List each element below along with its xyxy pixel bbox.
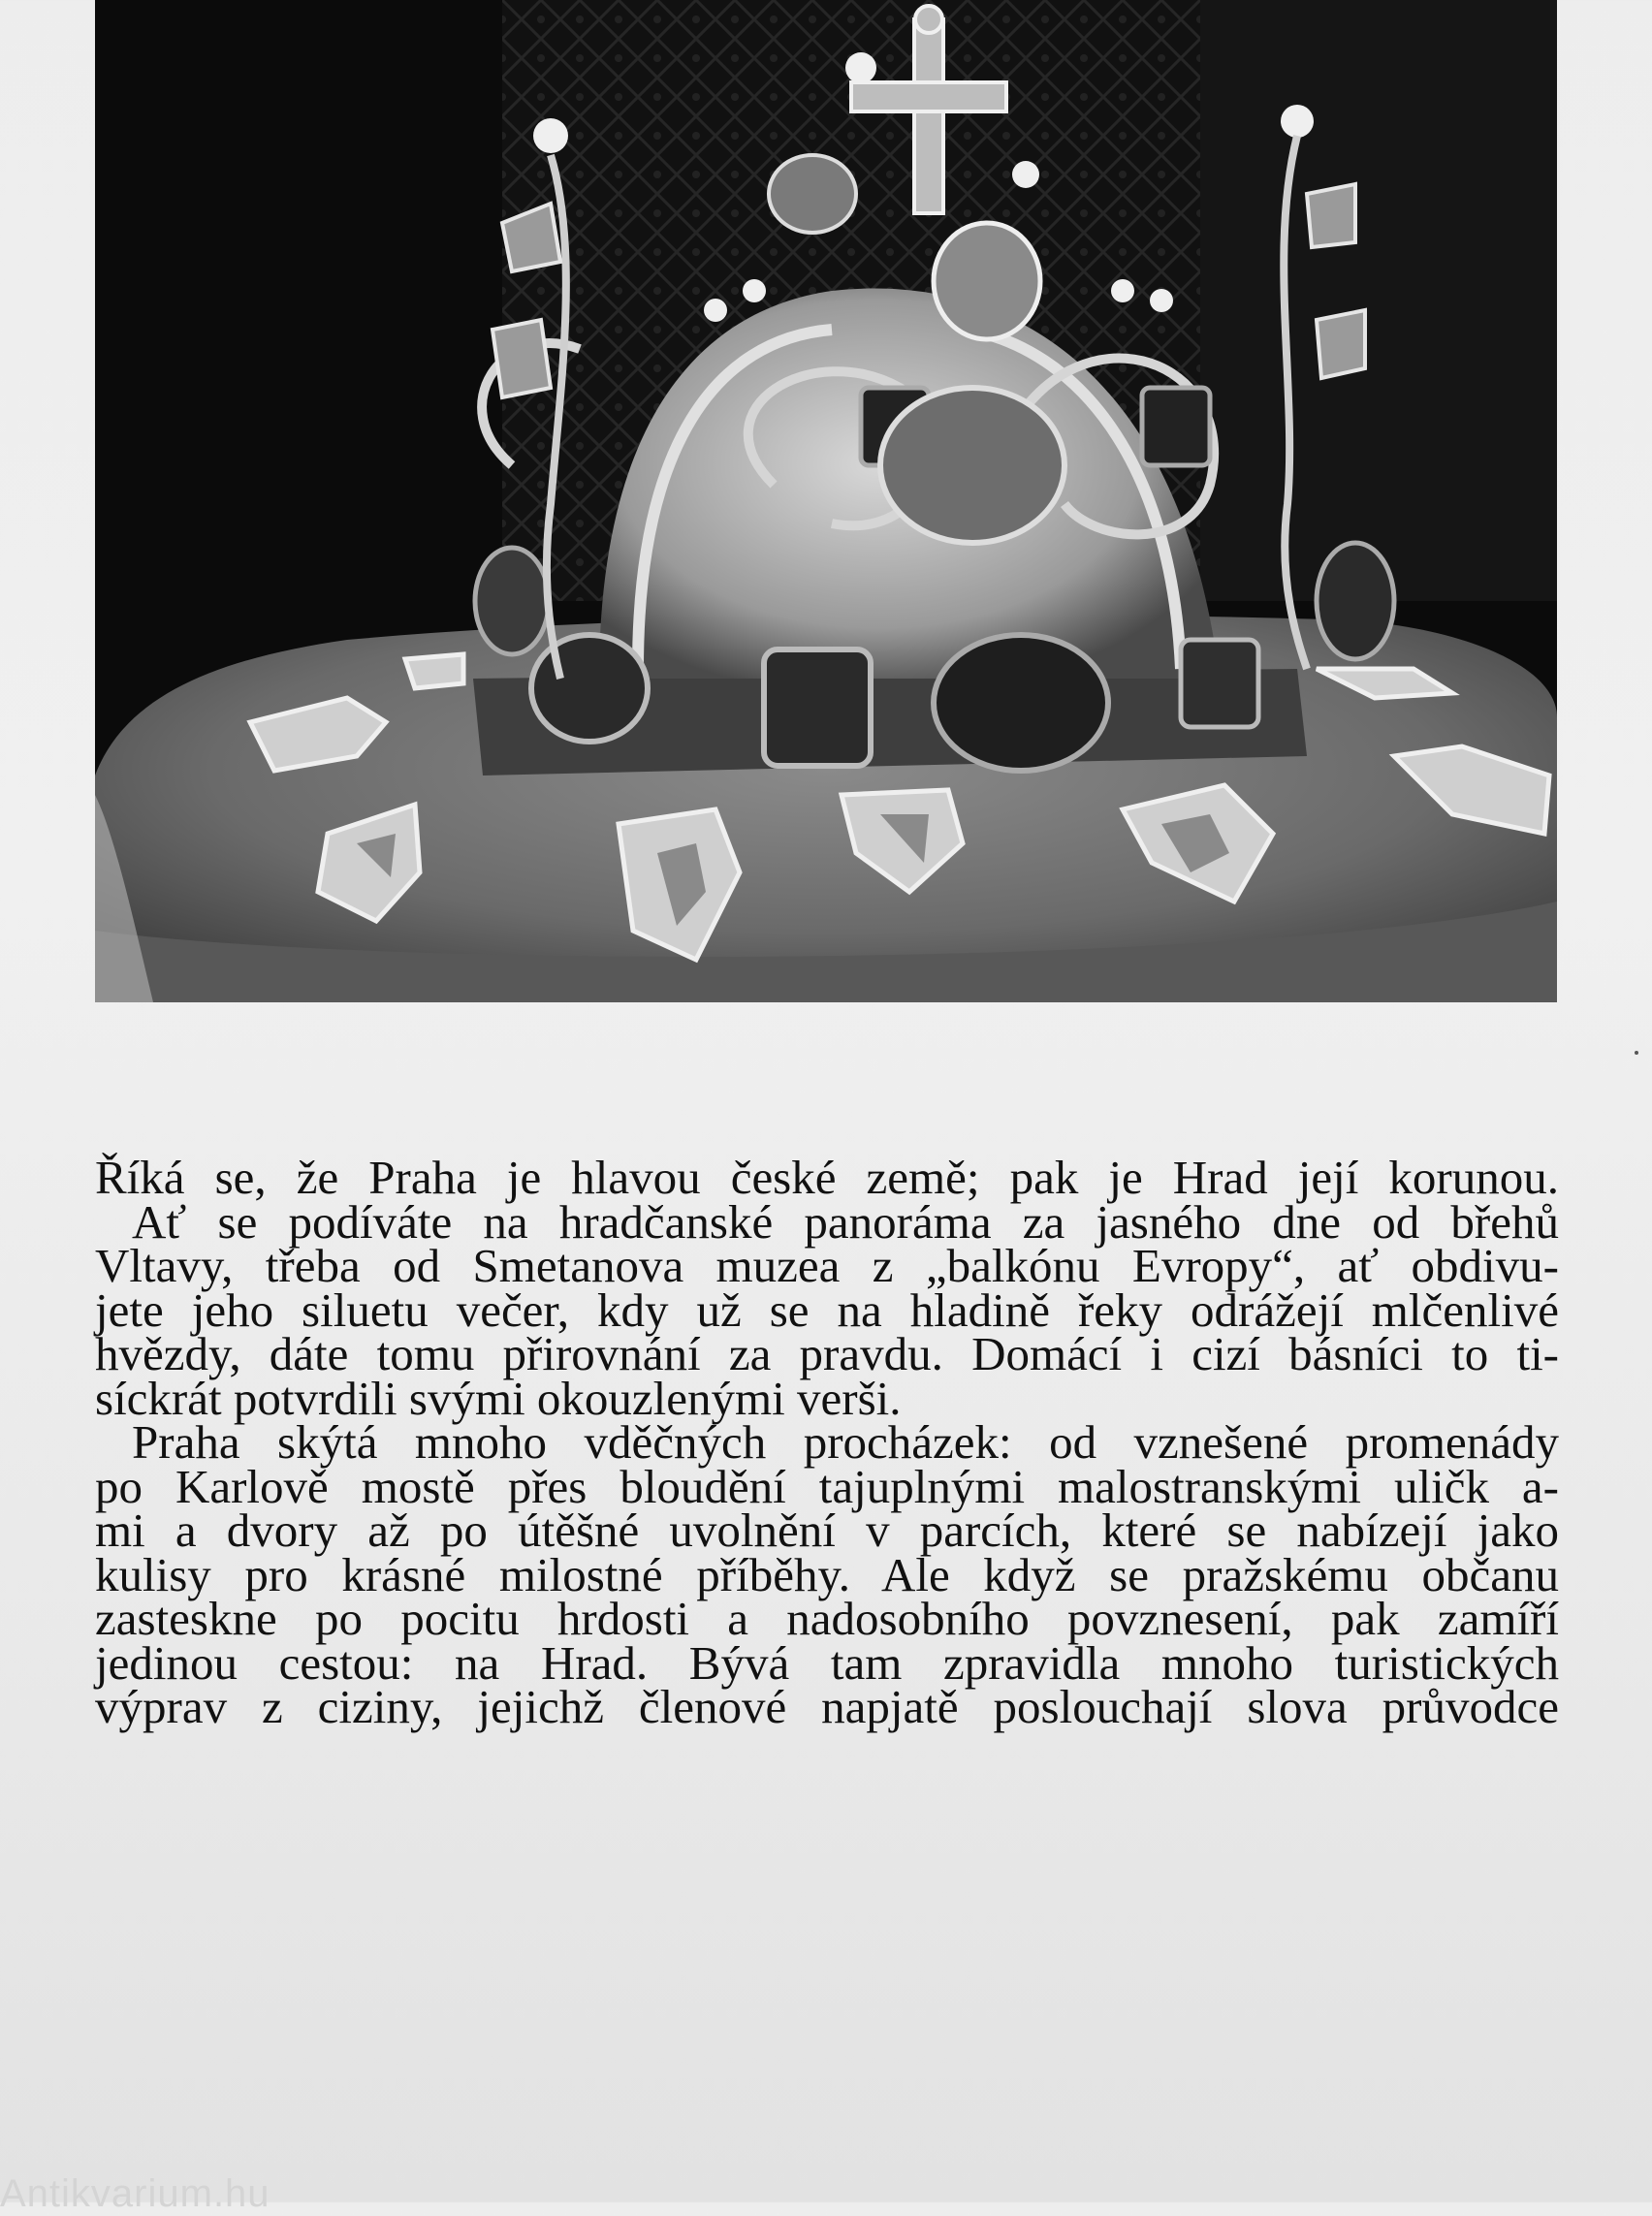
text-line: síckrát potvrdili svými okouzlenými verši. [95, 1371, 902, 1425]
text-line: Říká se, že Praha je hlavou české země; pak je Hrad její korunou. [95, 1151, 1559, 1204]
watermark: Antikvarium.hu [0, 2172, 270, 2215]
print-speck [1635, 1051, 1638, 1055]
body-text [95, 1151, 1559, 1733]
text-line: výprav z ciziny, jejichž členové napjatě poslouchají slova průvodce [95, 1680, 1559, 1733]
text-line: Praha skýtá mnoho vděčných procházek: od vznešené promenády [132, 1415, 1559, 1469]
text-line: mi a dvory až po útěšné uvolnění v parcích, které se nabízejí jako [95, 1504, 1559, 1557]
text-line: jete jeho siluetu večer, kdy už se na hladině řeky odrážejí mlčenlivé [95, 1282, 1559, 1337]
crown-photograph [95, 0, 1557, 1002]
text-line: po Karlově mostě přes bloudění tajuplnými malostranskými uličk a- [95, 1459, 1559, 1513]
text-line: zasteskne po pocitu hrdosti a nadosobního povznesení, pak zamíří [95, 1592, 1559, 1645]
text-line: hvězdy, dáte tomu přirovnání za pravdu. Domácí i cizí básníci to ti- [95, 1327, 1559, 1380]
text-line: Vltavy, třeba od Smetanova muzea z „balkónu Evropy“, ať obdivu- [95, 1239, 1559, 1292]
text-line: kulisy pro krásné milostné příběhy. Ale když se pražskému občanu [95, 1547, 1559, 1601]
text-line: jedinou cestou: na Hrad. Bývá tam zpravidla mnoho turistických [95, 1635, 1559, 1690]
text-line: Ať se podíváte na hradčanské panoráma za jasného dne od břehů [132, 1194, 1559, 1249]
